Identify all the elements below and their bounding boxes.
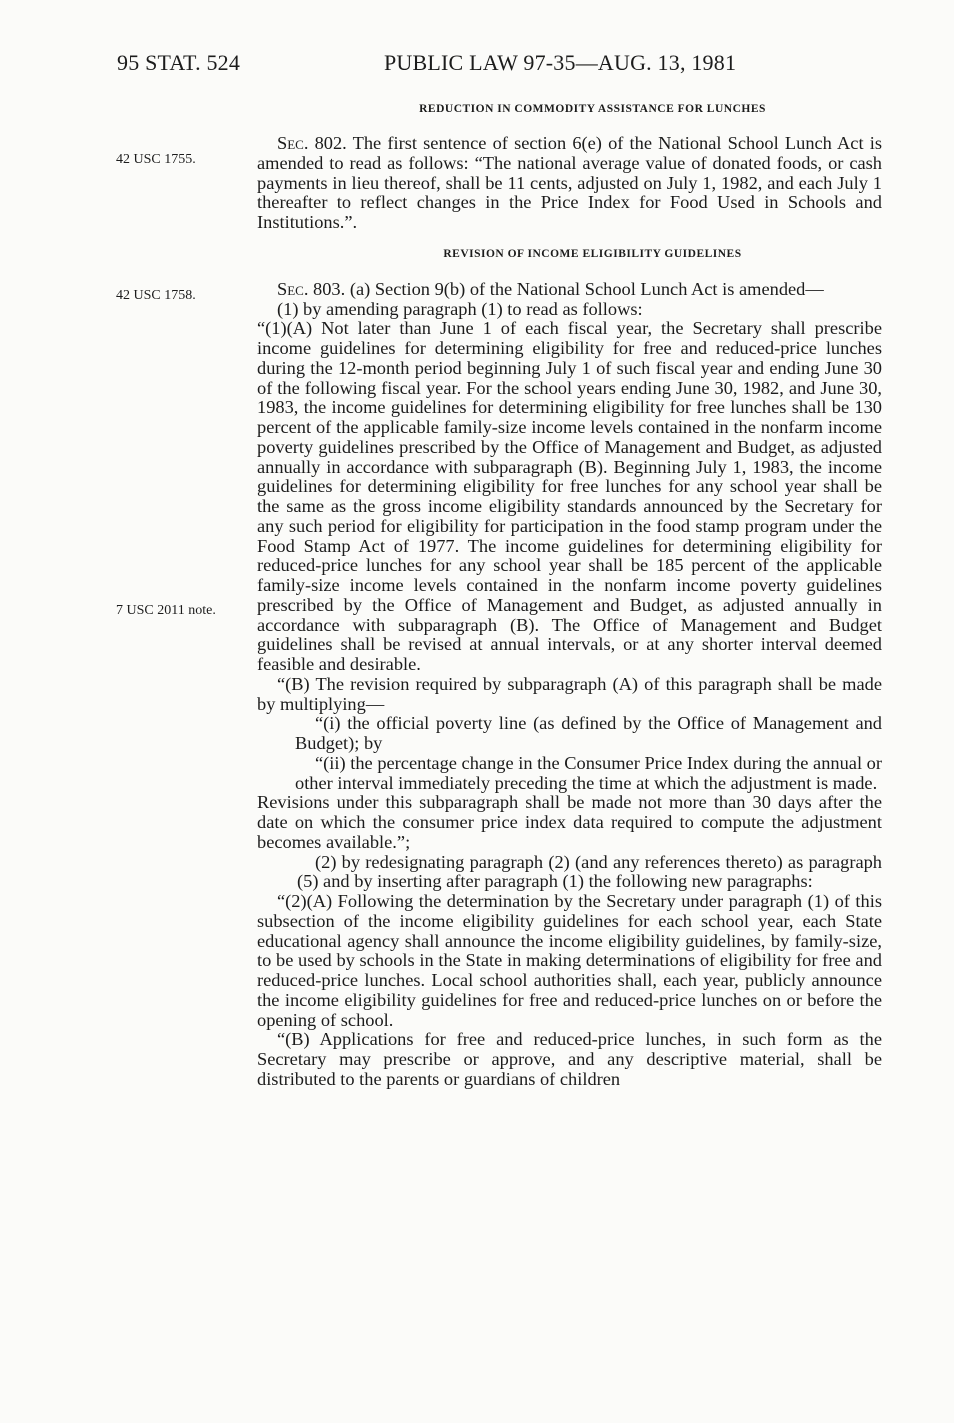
- paragraph-2b: “(B) Applications for free and reduced-price lunches, in such form as the Secretary may prescribe or approve, and any descriptive material, shall be distributed to the parents or guardians of children: [257, 1029, 882, 1089]
- paragraph-2a: “(2)(A) Following the determination by the Secretary under paragraph (1) of this subsection of the income eligibility guidelines for each school year, each State educational agency shall announce the income eligibility guidelines, by family-size, to be used by schools in the State in making determinations of eligibility for free and reduced-price lunches. Local school authorities shall, each year, publicly announce the income eligibility guidelines for free and reduced-price lunches on or before the opening of school.: [257, 891, 882, 1030]
- margin-note-usc-1755: 42 USC 1755.: [116, 152, 196, 167]
- section-label: Sec.: [277, 278, 309, 299]
- section-802-body: 802. The first sentence of section 6(e) of the National School Lunch Act is amended to read as follows: “The national average value of donated foods, or cash payments in lieu thereof, shall be 11 cents, adjusted on July 1, 1982, and each July 1 thereafter to reflect changes in the Price Index for Food Used in Schools and Institutions.”.: [257, 133, 882, 232]
- public-law-title: PUBLIC LAW 97-35—AUG. 13, 1981: [384, 50, 737, 75]
- section-label: Sec.: [277, 133, 309, 153]
- revisions-paragraph: Revisions under this subparagraph shall be made not more than 30 days after the date on which the consumer price index data required to compute the adjustment becomes available.”;: [257, 792, 882, 852]
- paragraph-1a: [257, 319, 882, 675]
- section-803-body: 803. (a) Section 9(b) of the National School Lunch Act is amended—: [308, 278, 824, 299]
- margin-note-usc-2011: 7 USC 2011 note.: [116, 603, 216, 618]
- paragraph-1b: “(B) The revision required by subparagraph (A) of this paragraph shall be made by multiplying—: [257, 673, 882, 714]
- statute-page-reference: 95 STAT. 524: [117, 50, 241, 75]
- clause-i: “(i) the official poverty line (as defined by the Office of Management and Budget); by: [295, 713, 882, 753]
- clause-ii: “(ii) the percentage change in the Consumer Price Index during the annual or other interval immediately preceding the time at which the adjustment is made.: [295, 752, 882, 793]
- page-header: [0, 50, 954, 80]
- margin-note-usc-1758: 42 USC 1758.: [116, 288, 196, 303]
- section-803-text: [257, 280, 882, 300]
- item-2: (2) by redesignating paragraph (2) (and any references thereto) as paragraph (5) and by inserting after paragraph (1) the following new paragraphs:: [297, 851, 882, 892]
- statute-body: [257, 98, 882, 1090]
- section-802-heading: REDUCTION IN COMMODITY ASSISTANCE FOR LUNCHES: [419, 103, 766, 115]
- section-802-text: [257, 134, 882, 233]
- paragraph-1a-part2: food stamp program under the Food Stamp Act of 1977. The income guidelines for determining eligibility for reduced-price lunches for any school year shall be 185 percent of the applicable family-size income levels contained in the nonfarm income poverty guidelines prescribed by the Office of Management and Budget, as adjusted annually in accordance with subparagraph (B). The Office of Management and Budget guidelines shall be revised at annual intervals, or at any shorter interval deemed feasible and desirable.: [257, 515, 882, 674]
- section-803-heading: REVISION OF INCOME ELIGIBILITY GUIDELINES: [443, 247, 742, 260]
- paragraph-1a-part1: “(1)(A) Not later than June 1 of each fiscal year, the Secretary shall prescribe income guidelines for determining eligibility for free and reduced-price lunches during the 12-month period beginning July 1 of such fiscal year and ending June 30 of the following fiscal year. For the school years ending June 30, 1982, and June 30, 1983, the income guidelines for determining eligibility for free lunches shall be 130 percent of the applicable family-size income levels contained in the nonfarm income poverty guidelines prescribed by the Office of Management and Budget, as adjusted annually in accordance with subparagraph (B). Beginning July 1, 1983, the income guidelines for determining eligibility for free lunches for any school year shall be the same as the gross income eligibility standards announced by the Secretary for any such period for eligibility for participation in the: [257, 318, 882, 536]
- item-1: (1) by amending paragraph (1) to read as follows:: [277, 298, 643, 319]
